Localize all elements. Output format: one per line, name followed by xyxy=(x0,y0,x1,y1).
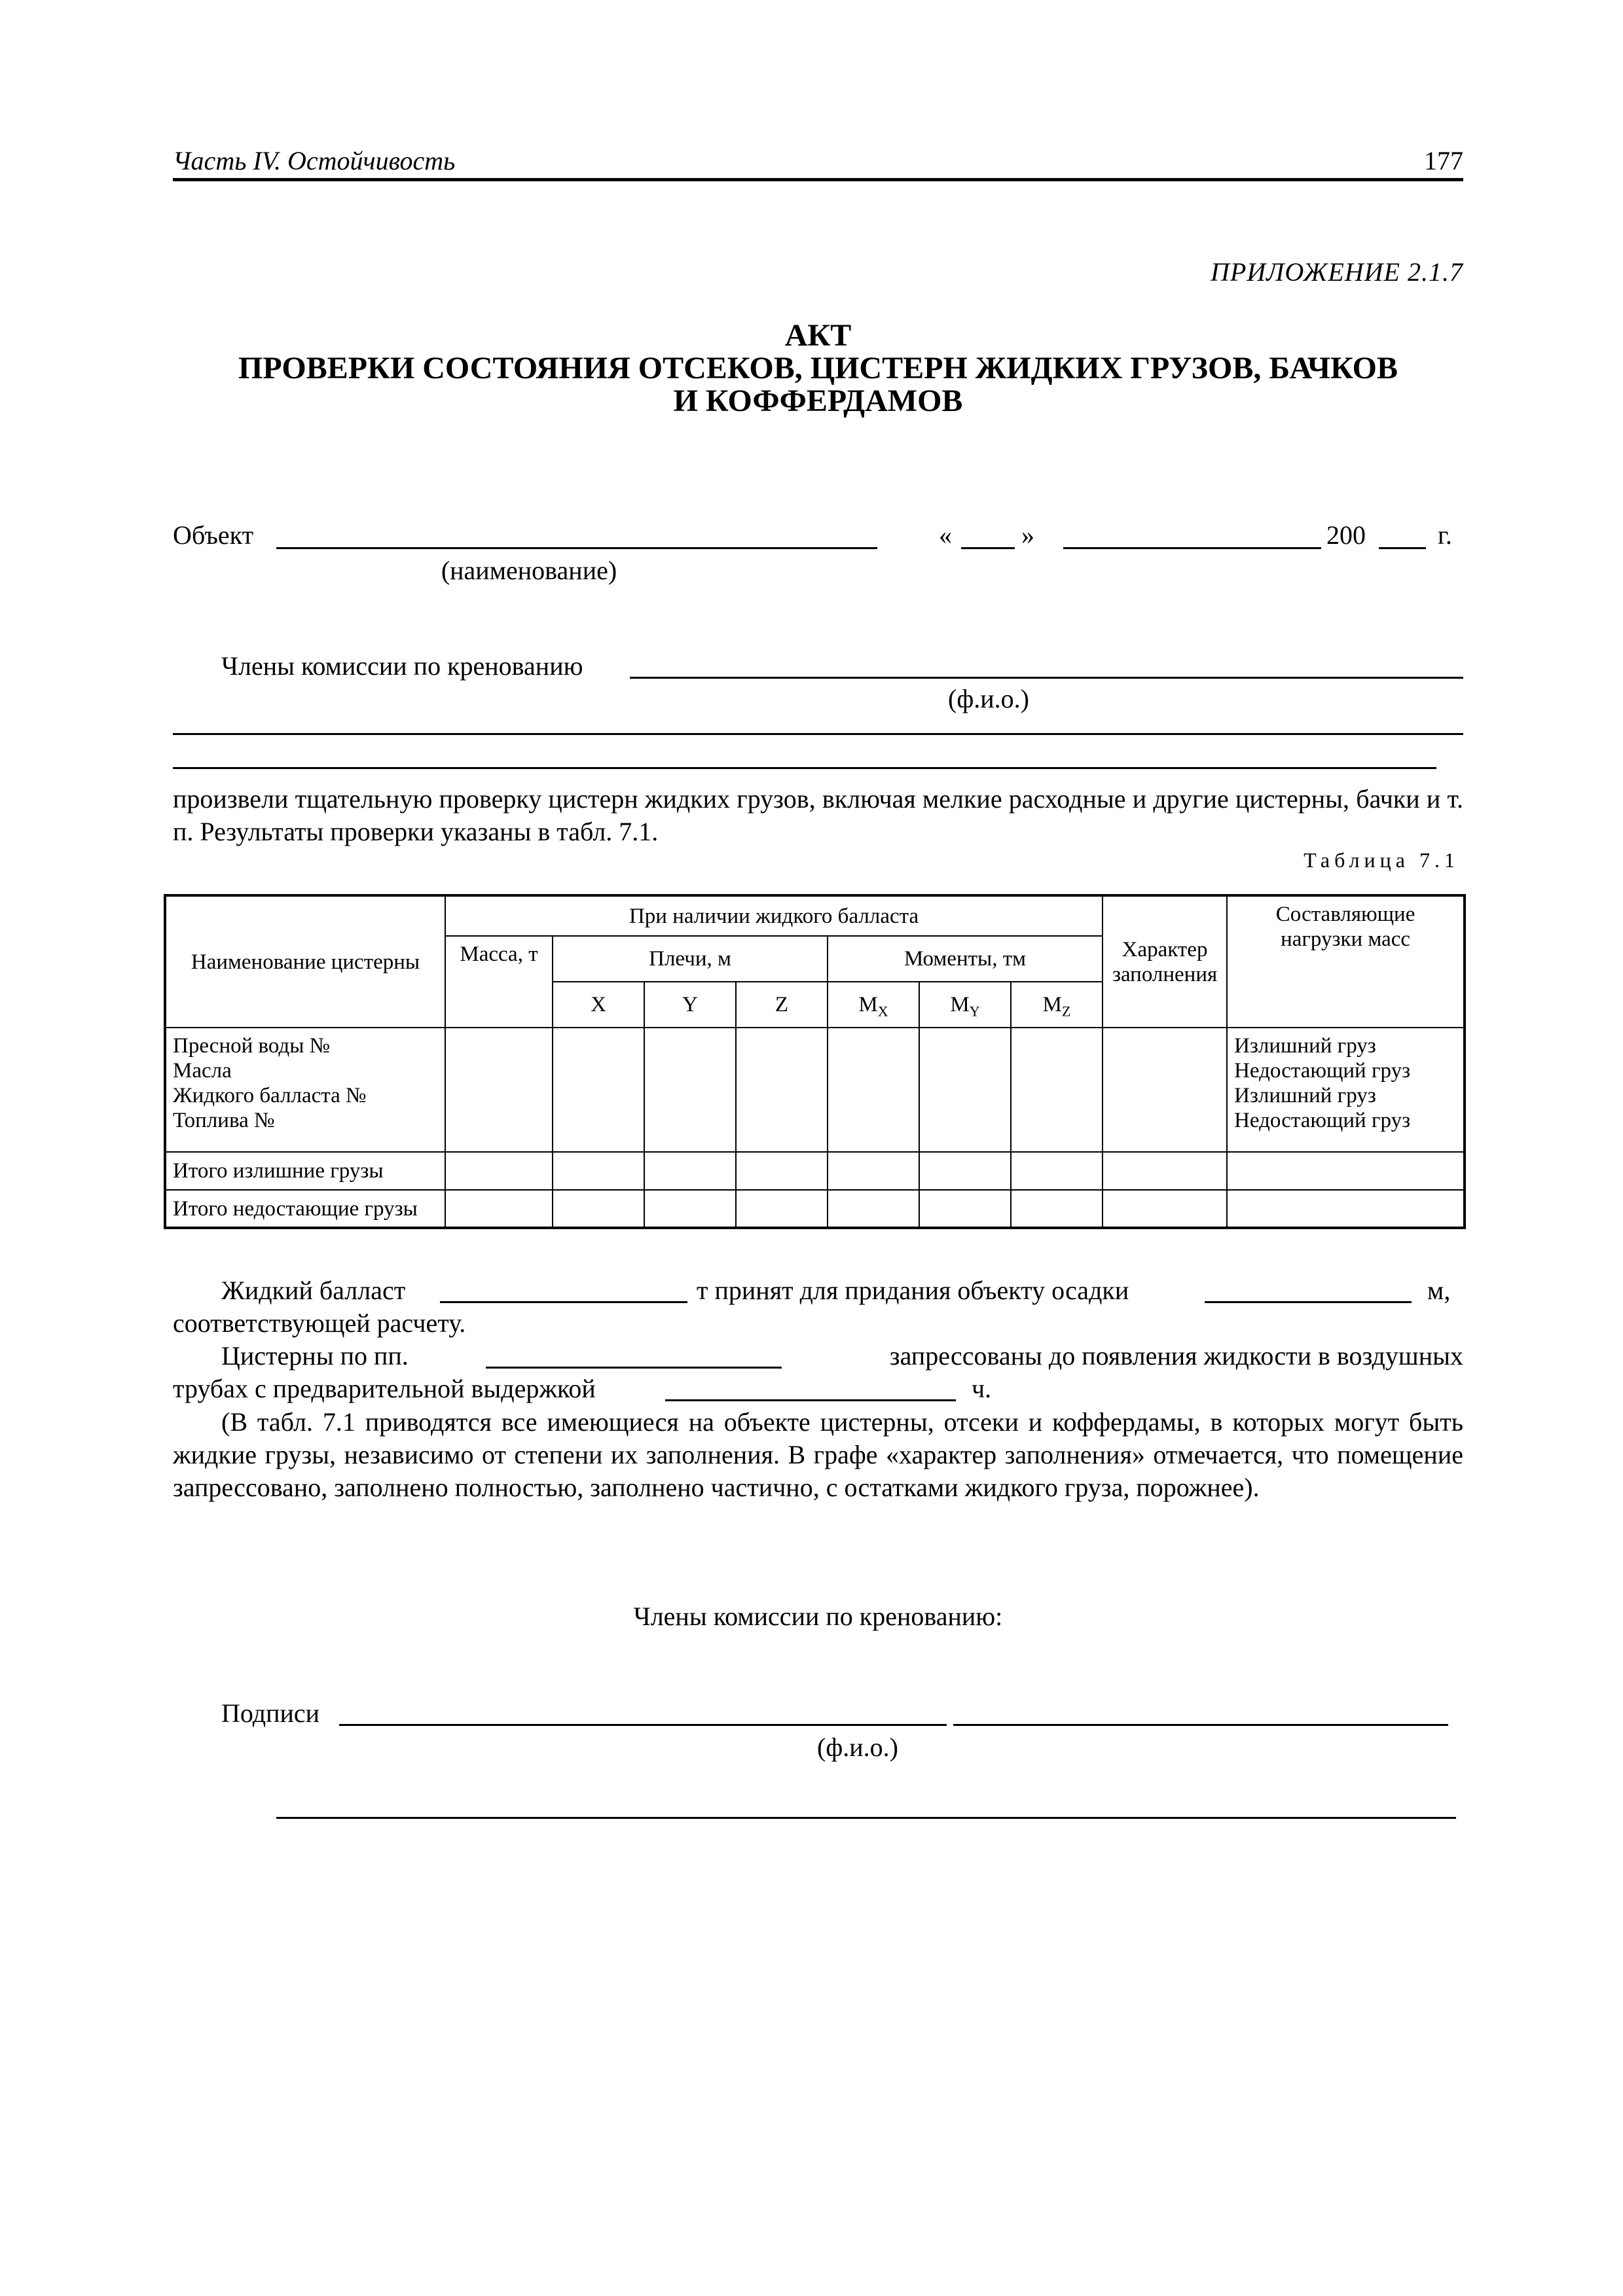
component-label: Излишний груз xyxy=(1234,1034,1376,1058)
arm-y-cell[interactable] xyxy=(644,1028,736,1152)
mass-cell[interactable] xyxy=(445,1152,553,1190)
arm-y-cell[interactable] xyxy=(644,1152,736,1190)
arm-y-cell[interactable] xyxy=(644,1190,736,1228)
components-cell[interactable] xyxy=(1227,1152,1465,1190)
tanks-table xyxy=(164,894,1466,1229)
year-prefix: 200 xyxy=(1326,520,1366,550)
mass-cell[interactable] xyxy=(445,1190,553,1228)
ballast-text-end: соответствующей расчету. xyxy=(173,1308,466,1338)
ballast-label: Жидкий балласт xyxy=(221,1276,406,1305)
moment-z-cell[interactable] xyxy=(1011,1028,1103,1152)
components-cell xyxy=(1227,1028,1465,1152)
fill-cell[interactable] xyxy=(1103,1190,1227,1228)
col-header-moment-z: $M_Z$ xyxy=(1011,982,1103,1028)
components-cell[interactable] xyxy=(1227,1190,1465,1228)
col-header-ballast-group: При наличии жидкого балласта xyxy=(445,895,1103,936)
note-text: (В табл. 7.1 приводятся все имеющиеся на объекте цистерны, отсеки и коффердамы, в которых могут быть жидкие грузы, независимо от степени их заполнения. В графе «характер заполнения» отмечается, что помещение запрессовано, заполнено полностью, заполнено частично, с остатками жидкого груза, порожнее). xyxy=(173,1407,1463,1502)
moment-x-cell[interactable] xyxy=(828,1028,919,1152)
component-label: Недостающий груз xyxy=(1234,1059,1411,1083)
mass-cell[interactable] xyxy=(445,1028,553,1152)
appendix-label: ПРИЛОЖЕНИЕ 2.1.7 xyxy=(1211,257,1463,287)
arm-x-cell[interactable] xyxy=(553,1028,644,1152)
moment-y-cell[interactable] xyxy=(919,1152,1011,1190)
intro-text: произвели тщательную проверку цистерн жидких грузов, включая мелкие расходные и другие цистерны, бачки и т. п. Результаты проверки указаны в табл. 7.1. xyxy=(173,784,1463,846)
commission-names-line-2[interactable] xyxy=(173,733,1463,735)
total-missing-label: Итого недостающие грузы xyxy=(165,1190,445,1228)
commission-names-field[interactable] xyxy=(630,677,1463,679)
section-title: Часть IV. Остойчивость xyxy=(173,146,456,175)
col-header-fill: Характер заполнения xyxy=(1103,895,1227,1028)
table-caption: Таблица 7.1 xyxy=(1304,848,1459,872)
table-header-row-1 xyxy=(165,895,1465,936)
draft-unit: м, xyxy=(1427,1276,1451,1305)
note-paragraph xyxy=(173,1406,1463,1504)
component-label: Недостающий груз xyxy=(1234,1109,1411,1132)
col-header-moment-x: $M_X$ xyxy=(828,982,919,1028)
tanks-text: запрессованы до появления жидкости в воздушных xyxy=(889,1341,1463,1371)
table-row-total-excess xyxy=(165,1152,1465,1190)
arm-x-cell[interactable] xyxy=(553,1152,644,1190)
col-header-mass: Масса, т xyxy=(445,936,553,1028)
tank-name: Масла xyxy=(173,1059,232,1083)
signatures-caption: (ф.и.о.) xyxy=(817,1732,898,1762)
arm-z-cell[interactable] xyxy=(736,1152,828,1190)
col-header-moments: Моменты, тм xyxy=(828,936,1103,982)
table-row-total-missing xyxy=(165,1190,1465,1228)
signatures-label: Подписи xyxy=(221,1698,320,1728)
col-header-components: Составляющие нагрузки масс xyxy=(1227,895,1465,1028)
col-header-name: Наименование цистерны xyxy=(165,895,445,1028)
signature-field-3[interactable] xyxy=(276,1817,1456,1819)
moment-x-cell[interactable] xyxy=(828,1190,919,1228)
quote-close: » xyxy=(1021,520,1034,550)
component-label: Излишний груз xyxy=(1234,1084,1376,1107)
moment-z-cell[interactable] xyxy=(1011,1152,1103,1190)
document-title-line3: И КОФФЕРДАМОВ xyxy=(673,384,963,418)
arm-z-cell[interactable] xyxy=(736,1190,828,1228)
tanks-items-field[interactable] xyxy=(486,1367,782,1369)
intro-paragraph xyxy=(173,783,1463,848)
quote-open: « xyxy=(939,520,952,550)
col-header-arm-x: X xyxy=(553,982,644,1028)
commission-label: Члены комиссии по кренованию xyxy=(221,651,583,681)
hold-time-unit: ч. xyxy=(972,1374,992,1403)
fill-cell[interactable] xyxy=(1103,1152,1227,1190)
object-name-caption: (наименование) xyxy=(441,556,617,585)
col-header-arms: Плечи, м xyxy=(553,936,828,982)
day-field[interactable] xyxy=(961,547,1015,549)
header-rule xyxy=(173,178,1463,181)
year-suffix: г. xyxy=(1438,520,1452,550)
commission-names-line-3[interactable] xyxy=(173,767,1436,769)
tank-name: Пресной воды № xyxy=(173,1034,331,1058)
month-field[interactable] xyxy=(1063,547,1321,549)
tanks-text-2: трубах с предварительной выдержкой xyxy=(173,1374,596,1403)
tanks-label: Цистерны по пп. xyxy=(221,1341,409,1371)
tank-names-cell xyxy=(165,1028,445,1152)
page-number: 177 xyxy=(1424,146,1463,175)
signature-field-1[interactable] xyxy=(339,1724,947,1726)
moment-z-cell[interactable] xyxy=(1011,1190,1103,1228)
arm-x-cell[interactable] xyxy=(553,1190,644,1228)
moment-y-cell[interactable] xyxy=(919,1028,1011,1152)
hold-time-field[interactable] xyxy=(665,1399,956,1401)
draft-field[interactable] xyxy=(1205,1301,1412,1303)
year-field[interactable] xyxy=(1379,547,1426,549)
commission-caption: (ф.и.о.) xyxy=(948,684,1029,713)
fill-cell[interactable] xyxy=(1103,1028,1227,1152)
ballast-text: т принят для придания объекту осадки xyxy=(697,1276,1129,1305)
total-excess-label: Итого излишние грузы xyxy=(165,1152,445,1190)
table-row-tanks xyxy=(165,1028,1465,1152)
document-title-line1: АКТ xyxy=(784,318,852,353)
object-name-field[interactable] xyxy=(276,547,877,549)
document-title-line2: ПРОВЕРКИ СОСТОЯНИЯ ОТСЕКОВ, ЦИСТЕРН ЖИДКИХ ГРУЗОВ, БАЧКОВ xyxy=(238,351,1398,386)
tank-name: Топлива № xyxy=(173,1109,275,1132)
arm-z-cell[interactable] xyxy=(736,1028,828,1152)
col-header-arm-z: Z xyxy=(736,982,828,1028)
tank-name: Жидкого балласта № xyxy=(173,1084,367,1107)
ballast-mass-field[interactable] xyxy=(440,1301,687,1303)
moment-y-cell[interactable] xyxy=(919,1190,1011,1228)
col-header-arm-y: Y xyxy=(644,982,736,1028)
signature-field-2[interactable] xyxy=(953,1724,1448,1726)
moment-x-cell[interactable] xyxy=(828,1152,919,1190)
col-header-moment-y: $M_Y$ xyxy=(919,982,1011,1028)
object-label: Объект xyxy=(173,520,254,550)
signatures-heading: Члены комиссии по кренованию: xyxy=(633,1602,1003,1631)
